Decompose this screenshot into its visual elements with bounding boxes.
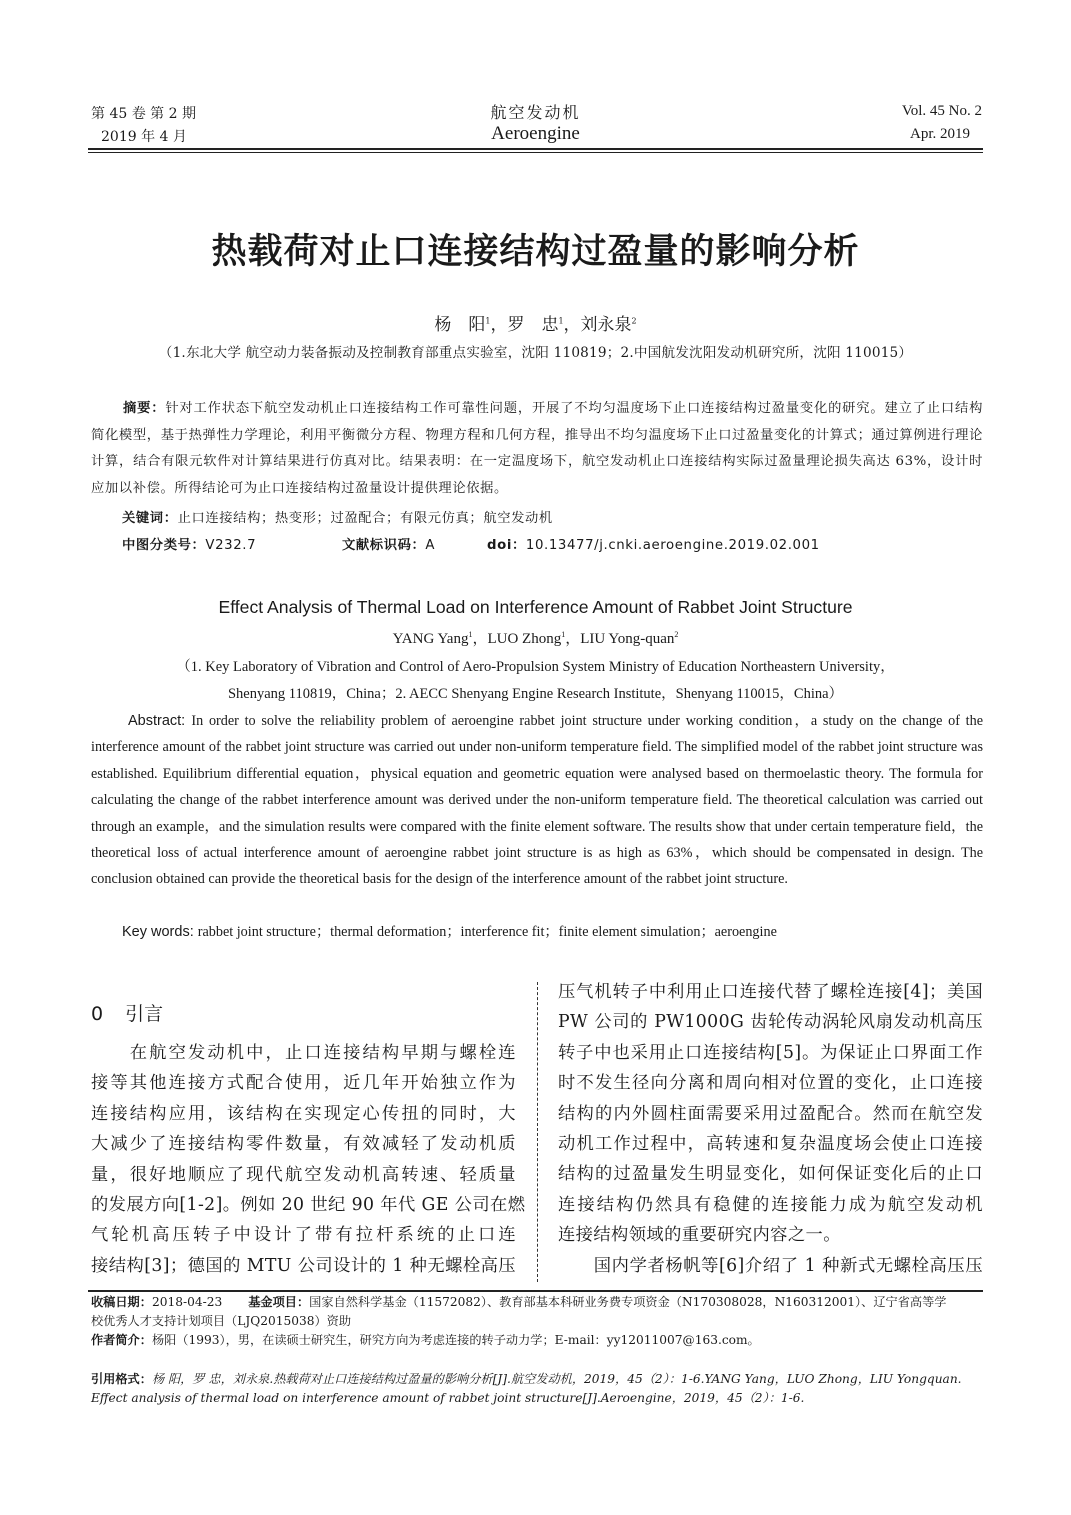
author-2: ，罗 忠 [490,315,559,335]
body-line: 动机工作过程中，高转速和复杂温度场会使止口连接 [558,1133,983,1154]
journal-name-cn: 航空发动机 [490,103,581,122]
affiliation-en-line2: Shenyang 110819，China；2. AECC Shenyang Engine Research Institute，Shenyang 110015，China） [227,686,844,702]
body-line: 连接结构应用，该结构在实现定心传扭的同时，大 [91,1103,516,1124]
keywords-cn-text: 止口连接结构；热变形；过盈配合；有限元仿真；航空发动机 [177,511,553,526]
keywords-en-label: Key words: [122,924,198,940]
column-divider [537,982,538,1282]
footnote-rule [88,1290,983,1292]
author-en-3-sup: 2 [674,630,679,639]
body-line: 在航空发动机中，止口连接结构早期与螺栓连 [91,1043,516,1063]
keywords-cn-label: 关键词： [122,511,178,526]
abstract-cn [91,396,983,502]
clc-value: V232.7 [205,538,257,553]
body-line: 连接结构领域的重要研究内容之一。 [558,1225,841,1246]
keywords-en [122,919,777,945]
body-line: 压气机转子中利用止口连接代替了螺栓连接[4]；美国 [558,982,983,1002]
author-1-sup: 1 [485,316,491,326]
citation-text-1: 杨 阳，罗 忠，刘永泉.热载荷对止口连接结构过盈量的影响分析[J].航空发动机，2019，45（2）：1-6.YANG Yang，LUO Zhong，LIU Yongquan. [151,1372,962,1386]
header-rule-thin [88,152,983,153]
section-number: 0 [91,1003,104,1025]
author-3-sup: 2 [631,316,637,326]
affiliation-cn: （1.东北大学 航空动力装备振动及控制教育部重点实验室，沈阳 110819；2.中国航发沈阳发动机研究所，沈阳 110015） [158,345,913,361]
keywords-en-text: rabbet joint structure；thermal deformation；interference fit；finite element simulation；aeroengine [197,924,777,940]
doi [487,533,820,560]
body-line: 大减少了连接结构零件数量，有效减轻了发动机质 [91,1134,516,1155]
paper-title-en: Effect Analysis of Thermal Load on Interference Amount of Rabbet Joint Structure [218,597,853,617]
journal-volume-en: Vol. 45 No. 2 [901,103,982,119]
doc-code-label: 文献标识码： [342,538,426,553]
fund-label: 基金项目： [248,1295,310,1309]
abstract-cn-text: 针对工作状态下航空发动机止口连接结构工作可靠性问题，开展了不均匀温度场下止口连接结构过盈量变化的研究。建立了止口结构简化模型，基于热弹性力学理论，利用平衡微分方程、物理方程和几何方程，推导出不均匀温度场下止口过盈量变化的计算式；通过算例进行理论计算，结合有限元软件对计算结果进行仿真对比。结果表明：在一定温度场下，航空发动机止口连接结构实际过盈量理论损失高达 63%，设计时应加以补偿。所得结论可为止口连接结构过盈量设计提供理论依据。 [91,401,983,496]
citation-line1 [91,1370,983,1389]
abstract-en-text: In order to solve the reliability problem of aeroengine rabbet joint structure under working condition，a study on the change of the interference amount of the rabbet joint structure was carried out under non-uniform temperature field. The simplified model of the rabbet joint structure was established. Equilibrium differential equation，physical equation and geometric equation were analysed based on thermoelastic theory. The formula for calculating the change of the rabbet interference amount was derived under the non-uniform temperature field. The theoretical calculation was carried out through an example，and the simulation results were compared with the finite element software. The results show that under certain temperature field，the theoretical loss of actual interference amount of aeroengine rabbet joint structure is as high as 63%，which should be compensated in design. The conclusion obtained can provide the theoretical basis for the design of the interference amount of the rabbet joint structure. [91,713,983,888]
body-line: 转子中也采用止口连接结构[5]。为保证止口界面工作 [558,1042,983,1063]
body-line: 国内学者杨帆等[6]介绍了 1 种新式无螺栓高压压 [558,1255,983,1276]
clc-label: 中图分类号： [122,538,206,553]
citation-line2: Effect analysis of thermal load on interference amount of rabbet joint structure[J].Aeroengine，2019，45（2）：1-6. [91,1391,805,1405]
abstract-en-label: Abstract: [128,713,192,729]
author-intro-label: 作者简介： [91,1333,152,1347]
body-line: 连接结构仍然具有稳健的连接能力成为航空发动机 [558,1194,983,1215]
section-title: 引言 [125,1003,164,1025]
fund-text: 国家自然科学基金（11572082）、教育部基本科研业务费专项资金（N170308028，N160312001）、辽宁省高等学 [309,1295,947,1309]
author-en-1: YANG Yang [392,631,469,647]
body-line: 气轮机高压转子中设计了带有拉杆系统的止口连 [91,1225,516,1246]
author-en-1-sup: 1 [468,630,473,639]
authors-cn [0,310,1071,335]
citation-label: 引用格式： [91,1372,152,1386]
body-line: 时不发生径向分离和周向相对位置的变化，止口连接 [558,1073,983,1094]
received-label: 收稿日期： [91,1295,152,1309]
author-en-2: ，LUO Zhong [472,631,562,647]
author-intro-text: 杨阳（1993），男，在读硕士研究生，研究方向为考虑连接的转子动力学；E-mail：yy12011007@163.com。 [151,1333,760,1347]
body-line: PW 公司的 PW1000G 齿轮传动涡轮风扇发动机高压 [558,1012,983,1033]
body-line: 量，很好地顺应了现代航空发动机高转速、轻质量 [91,1164,516,1185]
abstract-en [91,708,983,893]
received-date: 2018-04-23 [151,1295,223,1309]
right-column [558,977,983,1281]
author-en-3: ，LIU Yong-quan [565,631,675,647]
doi-value[interactable]: 10.13477/j.cnki.aeroengine.2019.02.001 [525,538,820,553]
author-2-sup: 1 [558,316,564,326]
footnote-author [91,1331,760,1350]
section-heading [91,999,163,1026]
body-line: 接等其他连接方式配合使用，近几年开始独立作为 [91,1073,516,1094]
affiliation-en-line1: （1. Key Laboratory of Vibration and Control of Aero-Propulsion System Ministry of Education Northeastern University， [176,659,895,675]
journal-date-cn: 2019 年 4 月 [101,129,187,145]
footnote-fund-cont: 校优秀人才支持计划项目（LJQ2015038）资助 [91,1314,352,1328]
journal-date-en: Apr. 2019 [910,126,970,142]
body-line: 结构的过盈量发生明显变化，如何保证变化后的止口 [558,1164,983,1185]
keywords-cn [122,506,553,533]
journal-name-en: Aeroengine [491,123,580,144]
doc-code-value: A [425,538,436,553]
body-line: 接结构[3]；德国的 MTU 公司设计的 1 种无螺栓高压 [91,1255,516,1276]
author-3: ，刘永泉 [563,315,632,335]
paper-title-cn: 热载荷对止口连接结构过盈量的影响分析 [211,231,860,272]
document-code [342,533,435,560]
header-rule-thick [88,148,983,150]
clc-number [122,533,256,560]
authors-en [0,627,1071,648]
abstract-cn-label: 摘要： [123,401,166,416]
author-en-2-sup: 1 [561,630,566,639]
author-1: 杨 阳 [434,315,486,335]
body-line: 结构的内外圆柱面需要采用过盈配合。然而在航空发 [558,1103,983,1124]
journal-volume-cn: 第 45 卷 第 2 期 [91,106,196,122]
left-column [91,1038,526,1281]
body-line: 的发展方向[1-2]。例如 20 世纪 90 年代 GE 公司在燃 [91,1194,526,1215]
footnote-received-fund [91,1293,983,1312]
doi-label: doi： [487,538,526,553]
